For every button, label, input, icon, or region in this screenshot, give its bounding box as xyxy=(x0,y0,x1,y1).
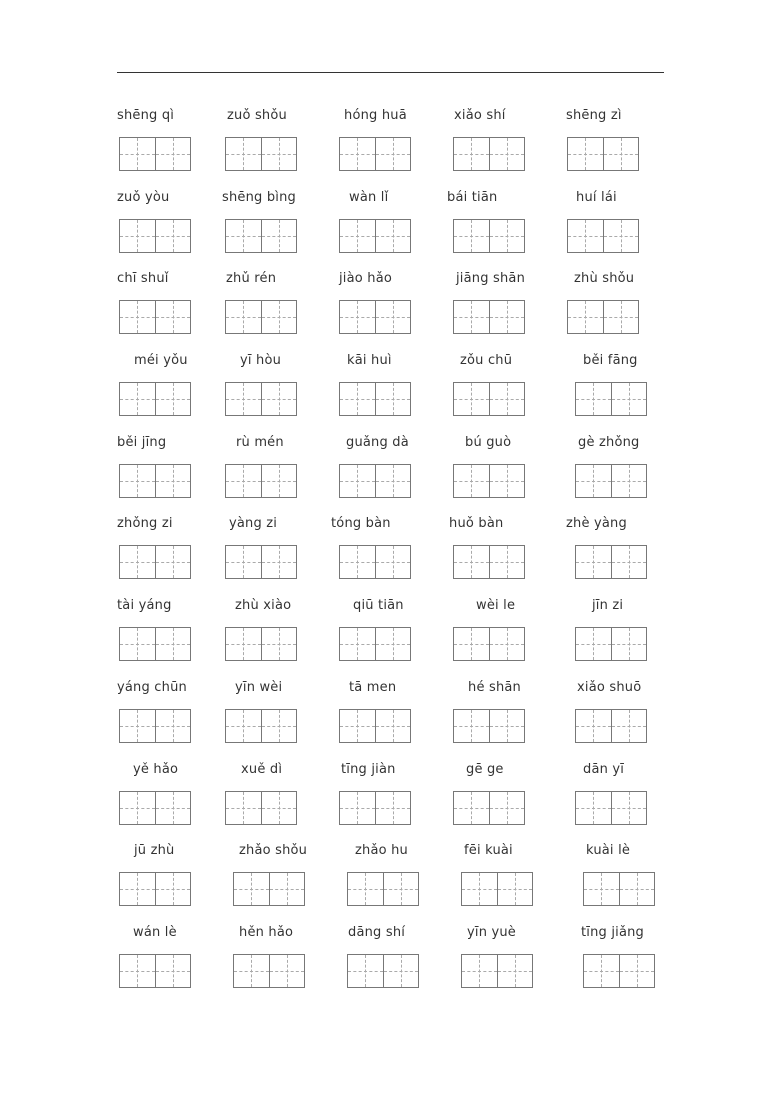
character-cell[interactable] xyxy=(611,710,647,742)
writing-box[interactable] xyxy=(453,791,525,825)
pinyin-label: huǒ bàn xyxy=(449,516,504,531)
pinyin-label: tóng bàn xyxy=(331,516,391,531)
pinyin-label: zhè yàng xyxy=(566,516,627,531)
character-cell[interactable] xyxy=(226,710,261,742)
writing-box[interactable] xyxy=(453,219,525,253)
character-cell[interactable] xyxy=(261,792,297,824)
character-cell[interactable] xyxy=(340,138,375,170)
pinyin-label: shēng qì xyxy=(117,108,175,123)
character-cell[interactable] xyxy=(454,138,489,170)
pinyin-label: běi fāng xyxy=(583,353,638,368)
pinyin-label: běi jīng xyxy=(117,435,167,450)
writing-box[interactable] xyxy=(339,464,411,498)
character-cell[interactable] xyxy=(120,383,155,415)
pinyin-label: gē ge xyxy=(466,762,504,777)
character-cell[interactable] xyxy=(462,873,497,905)
character-cell[interactable] xyxy=(568,301,603,333)
character-cell[interactable] xyxy=(576,792,611,824)
character-cell[interactable] xyxy=(489,792,525,824)
writing-box[interactable] xyxy=(339,300,411,334)
pinyin-label: gè zhǒng xyxy=(578,435,640,450)
character-cell[interactable] xyxy=(375,138,411,170)
character-cell[interactable] xyxy=(120,955,155,987)
character-cell[interactable] xyxy=(234,873,269,905)
pinyin-label: jiāng shān xyxy=(456,271,526,286)
character-cell[interactable] xyxy=(568,138,603,170)
character-cell[interactable] xyxy=(489,710,525,742)
pinyin-label: xuě dì xyxy=(241,762,283,777)
character-cell[interactable] xyxy=(611,792,647,824)
character-cell[interactable] xyxy=(348,955,383,987)
pinyin-label: shēng zì xyxy=(566,108,622,123)
character-cell[interactable] xyxy=(120,138,155,170)
writing-box[interactable] xyxy=(225,219,297,253)
character-cell[interactable] xyxy=(375,628,411,660)
character-cell[interactable] xyxy=(611,628,647,660)
writing-box[interactable] xyxy=(225,791,297,825)
pinyin-label: hé shān xyxy=(468,680,521,695)
pinyin-label: zhǔ rén xyxy=(226,271,277,286)
pinyin-label: zuǒ shǒu xyxy=(227,108,287,123)
writing-box[interactable] xyxy=(575,464,647,498)
pinyin-label: zǒu chū xyxy=(460,353,513,368)
pinyin-label: zhǎo shǒu xyxy=(239,843,308,858)
character-cell[interactable] xyxy=(226,546,261,578)
pinyin-label: yáng chūn xyxy=(117,680,187,695)
character-cell[interactable] xyxy=(568,220,603,252)
character-cell[interactable] xyxy=(340,546,375,578)
character-cell[interactable] xyxy=(454,301,489,333)
character-cell[interactable] xyxy=(120,873,155,905)
character-cell[interactable] xyxy=(261,138,297,170)
writing-box[interactable] xyxy=(119,872,191,906)
character-cell[interactable] xyxy=(375,710,411,742)
writing-box[interactable] xyxy=(453,627,525,661)
writing-box[interactable] xyxy=(119,709,191,743)
character-cell[interactable] xyxy=(603,220,639,252)
writing-box[interactable] xyxy=(233,872,305,906)
pinyin-label: xiǎo shuō xyxy=(577,680,642,695)
character-cell[interactable] xyxy=(155,792,191,824)
pinyin-label: rù mén xyxy=(236,435,284,450)
character-cell[interactable] xyxy=(340,465,375,497)
character-cell[interactable] xyxy=(454,220,489,252)
pinyin-label: hóng huā xyxy=(344,108,407,123)
character-cell[interactable] xyxy=(576,710,611,742)
writing-box[interactable] xyxy=(119,464,191,498)
pinyin-label: yīn wèi xyxy=(235,680,283,695)
pinyin-label: tài yáng xyxy=(117,598,172,613)
pinyin-label: qiū tiān xyxy=(353,598,404,613)
character-cell[interactable] xyxy=(261,220,297,252)
pinyin-label: méi yǒu xyxy=(134,353,188,368)
character-cell[interactable] xyxy=(489,546,525,578)
writing-box[interactable] xyxy=(575,382,647,416)
writing-box[interactable] xyxy=(453,545,525,579)
writing-box[interactable] xyxy=(347,954,419,988)
character-cell[interactable] xyxy=(155,383,191,415)
character-cell[interactable] xyxy=(261,628,297,660)
writing-box[interactable] xyxy=(575,545,647,579)
writing-box[interactable] xyxy=(233,954,305,988)
pinyin-label: yīn yuè xyxy=(467,925,517,940)
pinyin-label: zhù shǒu xyxy=(574,271,635,286)
pinyin-label: wèi le xyxy=(476,598,516,613)
character-cell[interactable] xyxy=(462,955,497,987)
pinyin-label: jū zhù xyxy=(134,843,175,858)
writing-box[interactable] xyxy=(119,627,191,661)
character-cell[interactable] xyxy=(120,628,155,660)
writing-box[interactable] xyxy=(119,137,191,171)
pinyin-label: zhù xiào xyxy=(235,598,292,613)
pinyin-label: fēi kuài xyxy=(464,843,513,858)
character-cell[interactable] xyxy=(155,301,191,333)
writing-box[interactable] xyxy=(225,709,297,743)
character-cell[interactable] xyxy=(497,873,533,905)
character-cell[interactable] xyxy=(619,955,655,987)
pinyin-label: tā men xyxy=(349,680,397,695)
character-cell[interactable] xyxy=(611,465,647,497)
character-cell[interactable] xyxy=(576,628,611,660)
pinyin-label: kuài lè xyxy=(586,843,631,858)
pinyin-label: kāi huì xyxy=(347,353,392,368)
pinyin-label: tīng jiàn xyxy=(341,762,396,777)
writing-box[interactable] xyxy=(583,954,655,988)
character-cell[interactable] xyxy=(120,220,155,252)
character-cell[interactable] xyxy=(584,955,619,987)
pinyin-label: zhǎo hu xyxy=(355,843,408,858)
character-cell[interactable] xyxy=(261,710,297,742)
character-cell[interactable] xyxy=(155,138,191,170)
pinyin-label: jīn zi xyxy=(592,598,624,613)
character-cell[interactable] xyxy=(340,710,375,742)
writing-box[interactable] xyxy=(225,137,297,171)
pinyin-label: yě hǎo xyxy=(133,762,179,777)
character-cell[interactable] xyxy=(611,383,647,415)
writing-box[interactable] xyxy=(453,464,525,498)
writing-box[interactable] xyxy=(339,137,411,171)
pinyin-label: dāng shí xyxy=(348,925,406,940)
pinyin-label: shēng bìng xyxy=(222,190,296,205)
pinyin-label: yàng zi xyxy=(229,516,278,531)
character-cell[interactable] xyxy=(383,873,419,905)
character-cell[interactable] xyxy=(226,383,261,415)
writing-box[interactable] xyxy=(119,545,191,579)
writing-box[interactable] xyxy=(225,464,297,498)
character-cell[interactable] xyxy=(226,220,261,252)
character-cell[interactable] xyxy=(226,138,261,170)
character-cell[interactable] xyxy=(489,138,525,170)
pinyin-label: dān yī xyxy=(583,762,625,777)
character-cell[interactable] xyxy=(576,465,611,497)
writing-box[interactable] xyxy=(461,872,533,906)
writing-box[interactable] xyxy=(119,300,191,334)
pinyin-label: tīng jiǎng xyxy=(581,925,645,940)
writing-box[interactable] xyxy=(339,627,411,661)
character-cell[interactable] xyxy=(454,710,489,742)
character-cell[interactable] xyxy=(576,546,611,578)
character-cell[interactable] xyxy=(603,301,639,333)
character-cell[interactable] xyxy=(226,792,261,824)
pinyin-label: huí lái xyxy=(576,190,617,205)
character-cell[interactable] xyxy=(619,873,655,905)
writing-box[interactable] xyxy=(567,219,639,253)
writing-box[interactable] xyxy=(119,791,191,825)
writing-box[interactable] xyxy=(225,545,297,579)
character-cell[interactable] xyxy=(155,546,191,578)
writing-box[interactable] xyxy=(567,300,639,334)
character-cell[interactable] xyxy=(489,220,525,252)
pinyin-label: jiào hǎo xyxy=(339,271,393,286)
character-cell[interactable] xyxy=(454,546,489,578)
character-cell[interactable] xyxy=(489,628,525,660)
character-cell[interactable] xyxy=(375,301,411,333)
writing-box[interactable] xyxy=(339,219,411,253)
character-cell[interactable] xyxy=(454,628,489,660)
character-cell[interactable] xyxy=(269,873,305,905)
writing-box[interactable] xyxy=(119,219,191,253)
character-cell[interactable] xyxy=(226,301,261,333)
writing-box[interactable] xyxy=(339,709,411,743)
character-cell[interactable] xyxy=(261,301,297,333)
pinyin-label: hěn hǎo xyxy=(239,925,294,940)
character-cell[interactable] xyxy=(383,955,419,987)
character-cell[interactable] xyxy=(340,383,375,415)
character-cell[interactable] xyxy=(454,383,489,415)
character-cell[interactable] xyxy=(155,628,191,660)
pinyin-label: chī shuǐ xyxy=(117,271,169,286)
character-cell[interactable] xyxy=(603,138,639,170)
writing-box[interactable] xyxy=(225,300,297,334)
pinyin-label: bái tiān xyxy=(447,190,498,205)
character-cell[interactable] xyxy=(120,465,155,497)
character-cell[interactable] xyxy=(489,301,525,333)
character-cell[interactable] xyxy=(155,220,191,252)
character-cell[interactable] xyxy=(261,383,297,415)
character-cell[interactable] xyxy=(340,220,375,252)
character-cell[interactable] xyxy=(497,955,533,987)
character-cell[interactable] xyxy=(120,792,155,824)
writing-box[interactable] xyxy=(461,954,533,988)
character-cell[interactable] xyxy=(489,465,525,497)
writing-box[interactable] xyxy=(575,709,647,743)
character-cell[interactable] xyxy=(226,465,261,497)
writing-box[interactable] xyxy=(567,137,639,171)
character-cell[interactable] xyxy=(269,955,305,987)
pinyin-label: zhǒng zi xyxy=(117,516,173,531)
character-cell[interactable] xyxy=(155,873,191,905)
character-cell[interactable] xyxy=(120,301,155,333)
character-cell[interactable] xyxy=(611,546,647,578)
character-cell[interactable] xyxy=(155,465,191,497)
character-cell[interactable] xyxy=(340,301,375,333)
character-cell[interactable] xyxy=(348,873,383,905)
character-cell[interactable] xyxy=(340,792,375,824)
character-cell[interactable] xyxy=(375,792,411,824)
writing-box[interactable] xyxy=(453,382,525,416)
pinyin-label: guǎng dà xyxy=(346,435,409,450)
character-cell[interactable] xyxy=(340,628,375,660)
character-cell[interactable] xyxy=(489,383,525,415)
character-cell[interactable] xyxy=(120,710,155,742)
pinyin-label: wàn lǐ xyxy=(349,190,389,205)
writing-box[interactable] xyxy=(453,300,525,334)
character-cell[interactable] xyxy=(375,220,411,252)
writing-box[interactable] xyxy=(575,791,647,825)
writing-box[interactable] xyxy=(453,137,525,171)
writing-box[interactable] xyxy=(453,709,525,743)
writing-box[interactable] xyxy=(347,872,419,906)
pinyin-label: wán lè xyxy=(133,925,177,940)
character-cell[interactable] xyxy=(584,873,619,905)
character-cell[interactable] xyxy=(261,465,297,497)
writing-box[interactable] xyxy=(225,382,297,416)
writing-box[interactable] xyxy=(339,545,411,579)
pinyin-label: zuǒ yòu xyxy=(117,190,170,205)
character-cell[interactable] xyxy=(375,546,411,578)
character-cell[interactable] xyxy=(454,792,489,824)
character-cell[interactable] xyxy=(226,628,261,660)
writing-box[interactable] xyxy=(225,627,297,661)
character-cell[interactable] xyxy=(155,955,191,987)
character-cell[interactable] xyxy=(454,465,489,497)
character-cell[interactable] xyxy=(375,465,411,497)
writing-box[interactable] xyxy=(339,791,411,825)
writing-box[interactable] xyxy=(119,954,191,988)
writing-box[interactable] xyxy=(575,627,647,661)
writing-box[interactable] xyxy=(339,382,411,416)
character-cell[interactable] xyxy=(375,383,411,415)
pinyin-label: yī hòu xyxy=(240,353,282,368)
character-cell[interactable] xyxy=(120,546,155,578)
character-cell[interactable] xyxy=(261,546,297,578)
pinyin-label: xiǎo shí xyxy=(454,108,506,123)
writing-box[interactable] xyxy=(583,872,655,906)
character-cell[interactable] xyxy=(155,710,191,742)
character-cell[interactable] xyxy=(576,383,611,415)
character-cell[interactable] xyxy=(234,955,269,987)
pinyin-label: bú guò xyxy=(465,435,512,450)
writing-box[interactable] xyxy=(119,382,191,416)
